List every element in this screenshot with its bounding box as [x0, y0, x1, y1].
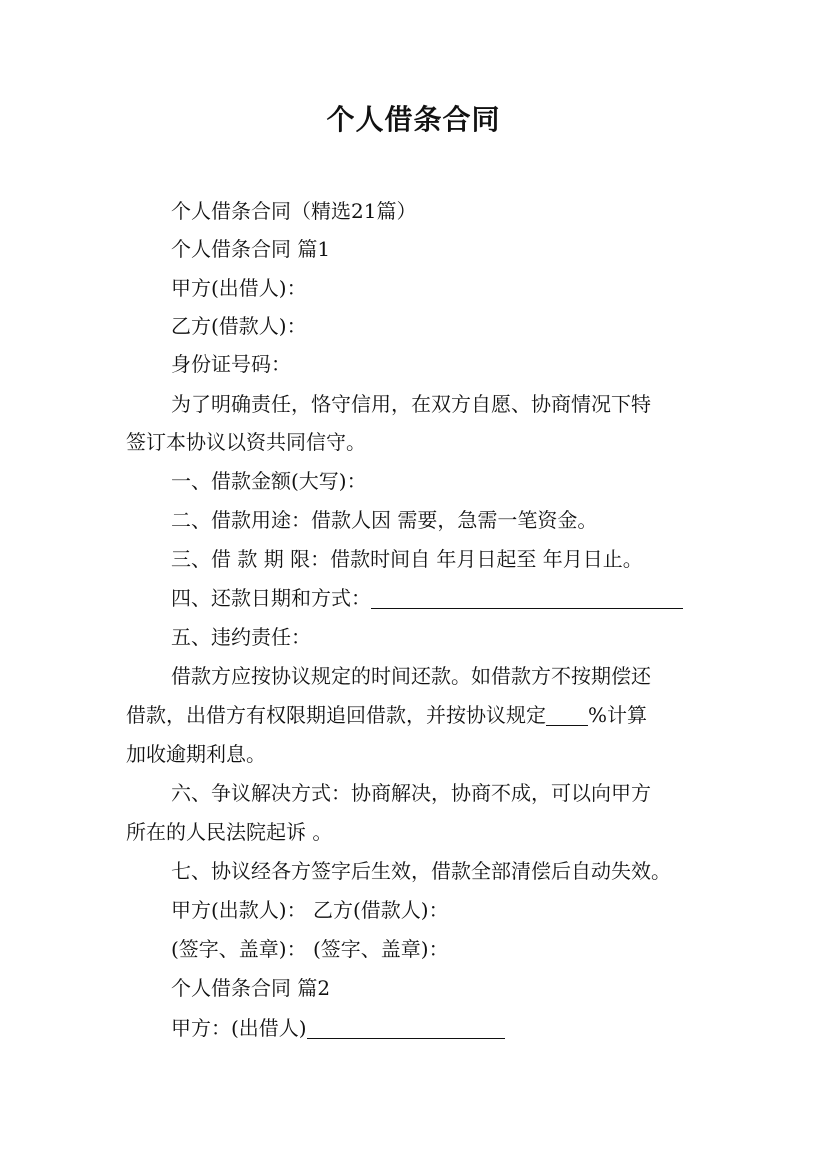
borrower-line: 乙方(借款人)： — [171, 314, 307, 338]
lender-line: 甲方(出借人)： — [171, 276, 307, 300]
percent-text: %计算 — [588, 703, 648, 727]
section-heading-1: 个人借条合同 篇1 — [171, 237, 331, 261]
repayment-blank[interactable] — [371, 588, 683, 609]
loan-amount-line: 一、借款金额(大写)： — [171, 469, 367, 493]
interest-rate-blank[interactable] — [546, 705, 588, 726]
purpose-paragraph-line-1: 为了明确责任，恪守信用，在双方自愿、协商情况下特 — [171, 392, 651, 416]
parties-signature-line: 甲方(出款人)： 乙方(借款人)： — [171, 898, 449, 922]
section-heading-2: 个人借条合同 篇2 — [171, 976, 331, 1000]
breach-paragraph-line-1: 借款方应按协议规定的时间还款。如借款方不按期偿还 — [171, 664, 651, 688]
breach-heading: 五、违约责任： — [171, 625, 311, 649]
repayment-label: 四、还款日期和方式： — [171, 586, 371, 610]
lender-line-2 — [171, 1014, 505, 1042]
lender-label-2: 甲方：(出借人) — [171, 1016, 307, 1040]
dispute-paragraph-line-2: 所在的人民法院起诉 。 — [126, 820, 333, 844]
id-number-line: 身份证号码： — [171, 352, 291, 376]
loan-use-line: 二、借款用途：借款人因 需要，急需一笔资金。 — [171, 508, 598, 532]
dispute-paragraph-line-1: 六、争议解决方式：协商解决，协商不成，可以向甲方 — [171, 781, 651, 805]
loan-term-line: 三、借 款 期 限：借款时间自 年月日起至 年月日止。 — [171, 547, 643, 571]
effect-line: 七、协议经各方签字后生效，借款全部清偿后自动失效。 — [171, 859, 671, 883]
repayment-line — [171, 584, 683, 612]
lender-name-blank[interactable] — [307, 1018, 505, 1039]
breach-paragraph-line-2 — [126, 701, 647, 729]
subtitle-line: 个人借条合同（精选21篇） — [171, 199, 417, 223]
purpose-paragraph-line-2: 签订本协议以资共同信守。 — [126, 430, 366, 454]
breach-text: 借款，出借方有权限期追回借款，并按协议规定 — [126, 703, 546, 727]
signature-seal-line: (签字、盖章)： (签字、盖章)： — [171, 937, 449, 961]
document-title: 个人借条合同 — [326, 103, 501, 136]
breach-paragraph-line-3: 加收逾期利息。 — [126, 742, 266, 766]
